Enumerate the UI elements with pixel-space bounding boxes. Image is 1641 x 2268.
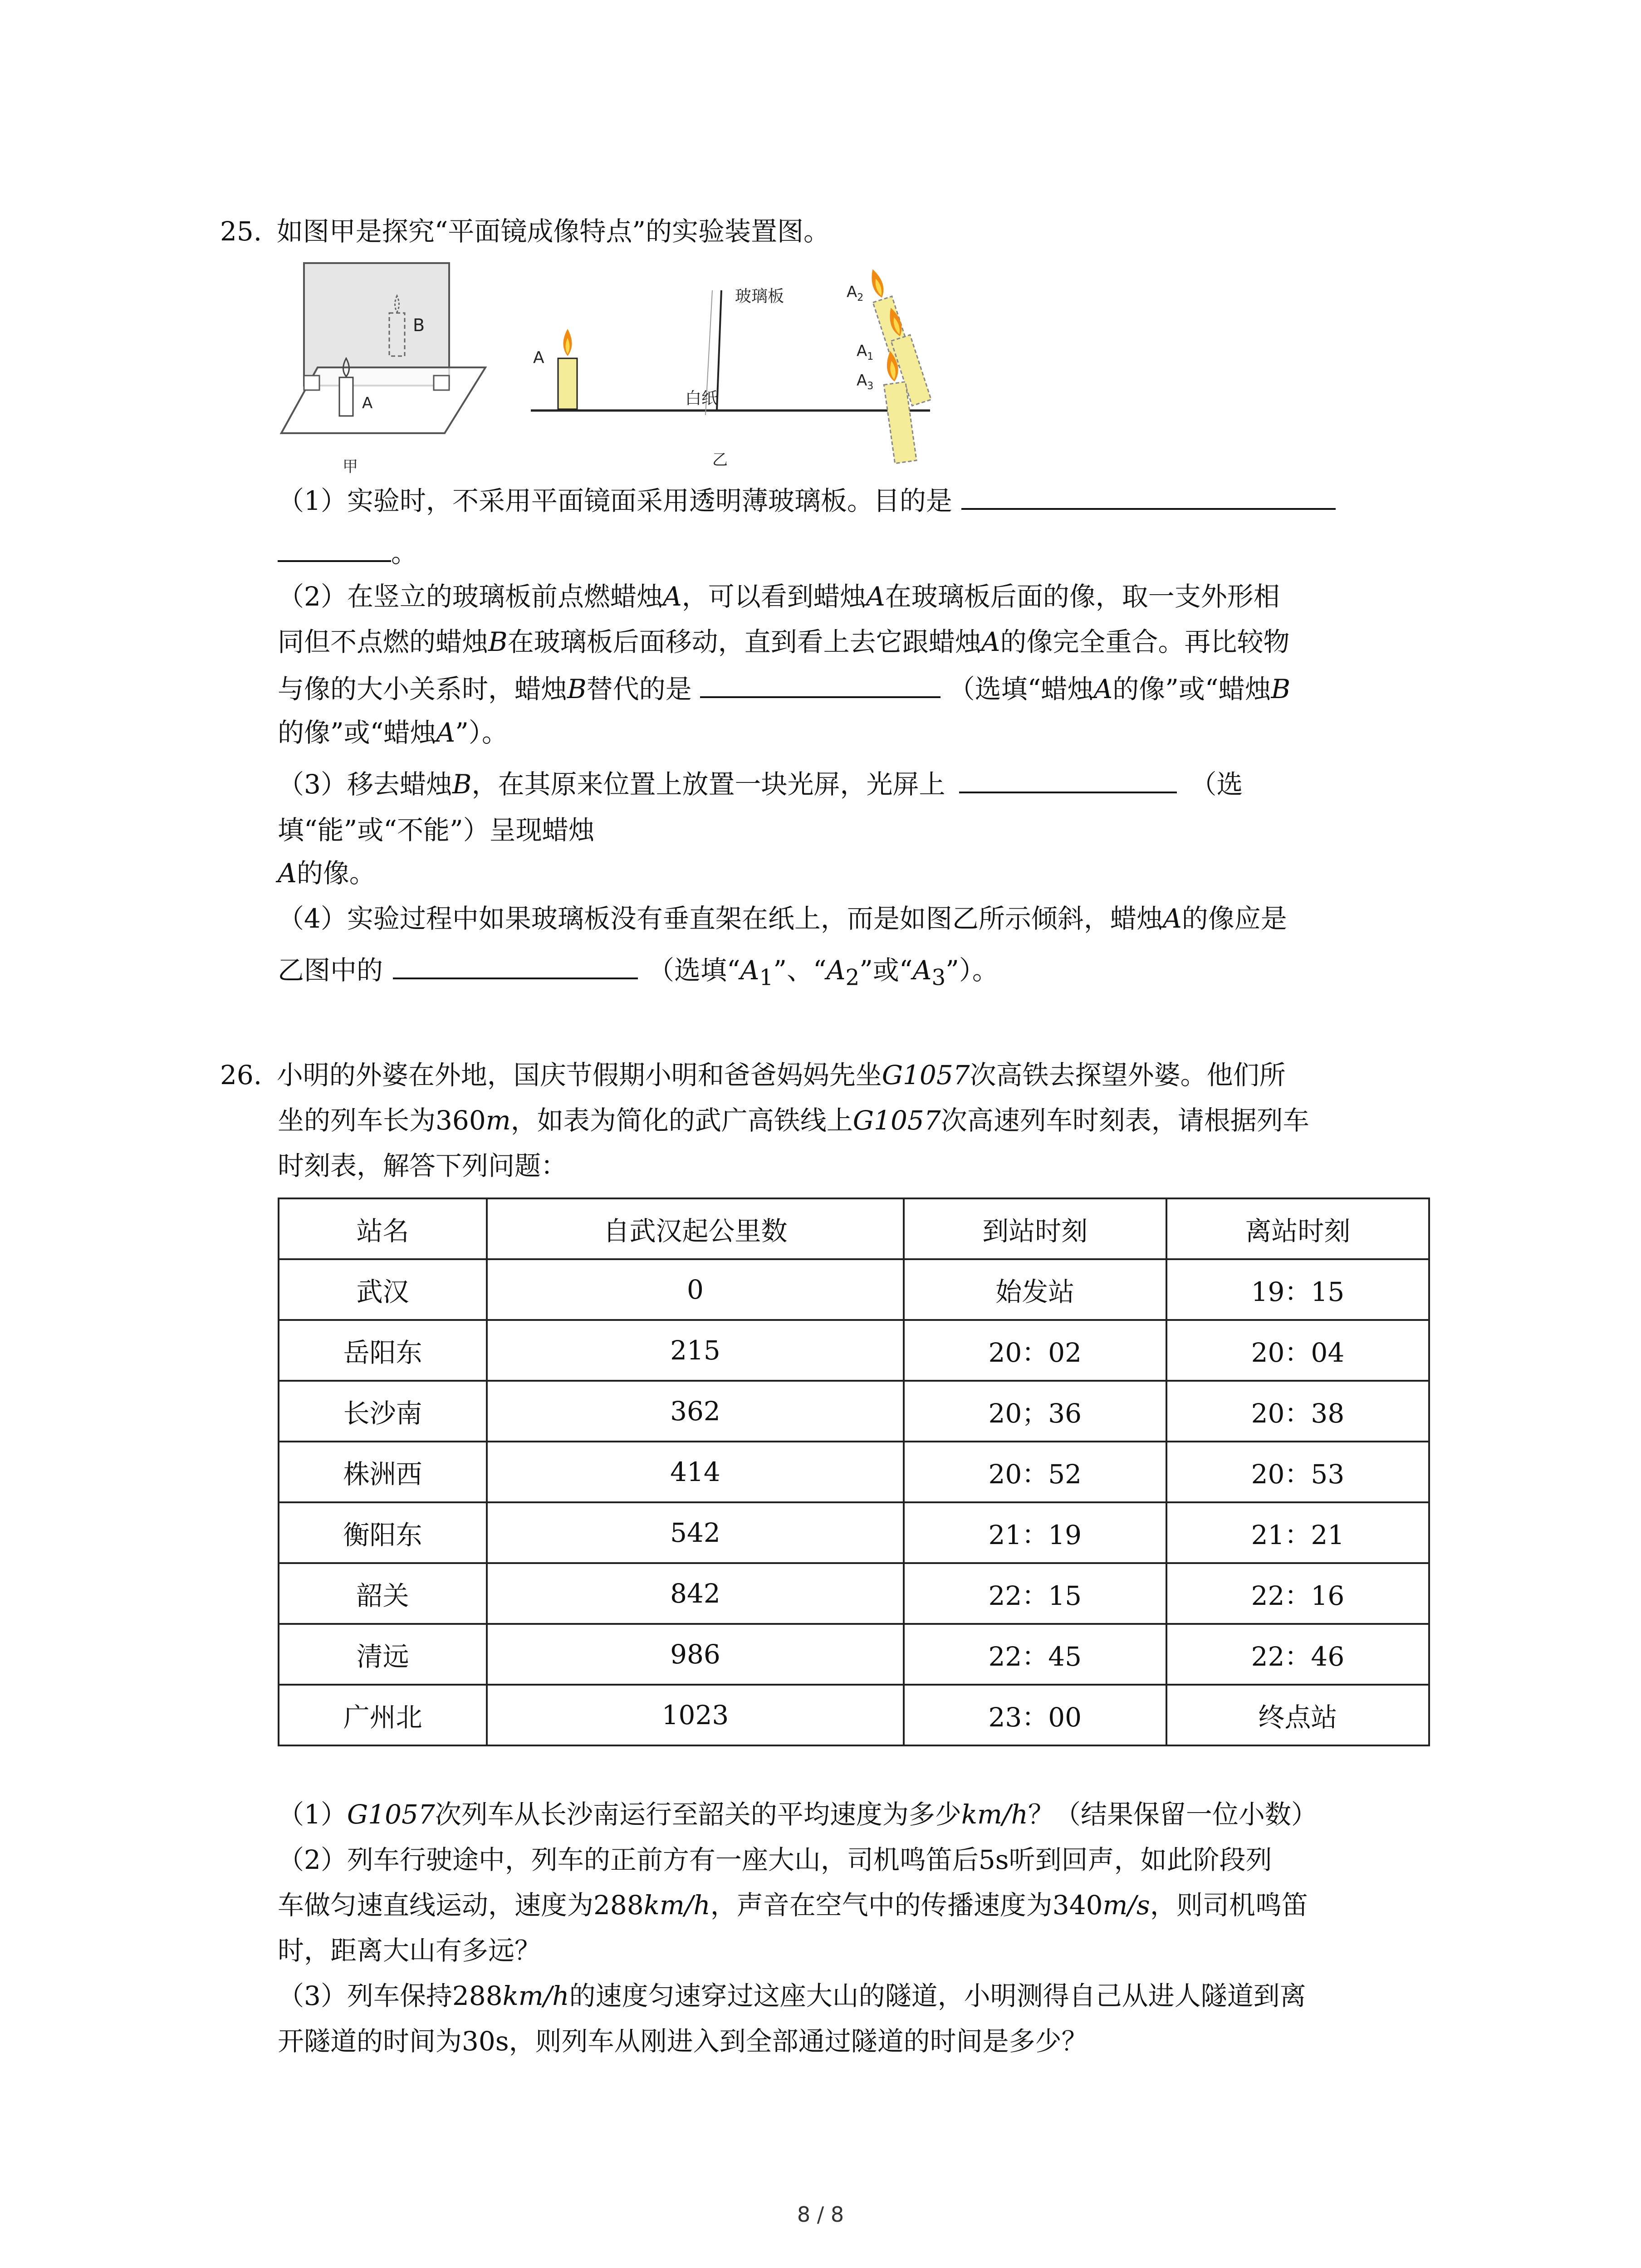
table-row <box>279 1259 1429 1320</box>
header-distance: 自武汉起公里数 <box>487 1198 904 1259</box>
value: 30s <box>462 2026 509 2057</box>
label-a: A <box>362 394 373 412</box>
text: 的像。 <box>296 858 376 889</box>
table-row <box>279 1624 1429 1685</box>
text: 的像”或“蜡烛 <box>278 717 436 748</box>
var-b: B <box>567 674 587 704</box>
text: 在玻璃板后面移动，直到看上去它跟蜡烛 <box>507 626 981 657</box>
var-a: A <box>662 581 682 612</box>
cell: 武汉 <box>279 1259 487 1320</box>
var-a: A <box>740 955 759 986</box>
table-row <box>279 1685 1429 1745</box>
text: （3）列车保持 <box>278 1980 452 2011</box>
q25-part3-line1 <box>278 764 1243 802</box>
var-a: A <box>866 581 885 612</box>
cell: 542 <box>487 1502 904 1563</box>
cell: 1023 <box>487 1685 904 1745</box>
table-row <box>279 1563 1429 1624</box>
q26-line3 <box>278 1148 567 1184</box>
unit: km/h <box>502 1980 569 2011</box>
q25-part2-line1 <box>278 578 1280 615</box>
cell: 215 <box>487 1320 904 1381</box>
text: ”）。 <box>945 955 999 986</box>
cell: 22：15 <box>904 1563 1166 1624</box>
var-b: B <box>1271 674 1291 704</box>
table-row <box>279 1381 1429 1442</box>
value: 5s <box>978 1844 1009 1875</box>
text: ”、“ <box>773 955 827 986</box>
number: 340 <box>1052 1890 1103 1921</box>
cell: 长沙南 <box>279 1381 487 1442</box>
cell: 20：38 <box>1166 1381 1429 1442</box>
cell: 终点站 <box>1166 1685 1429 1745</box>
text: （选 <box>1190 769 1243 800</box>
q25-part4-line1 <box>278 900 1287 937</box>
text: 填“能”或“不能”）呈现蜡烛 <box>278 815 595 846</box>
answer-blank-4[interactable] <box>393 950 638 979</box>
var-a: A <box>1093 674 1113 704</box>
text: ”）。 <box>455 717 508 748</box>
sub: 2 <box>845 965 860 991</box>
question-number: 26. <box>220 1060 262 1090</box>
number: 288 <box>452 1980 503 2011</box>
text: 时，距离大山有多远？ <box>278 1935 541 1966</box>
cell: 衡阳东 <box>279 1502 487 1563</box>
q25-part2-line2 <box>278 624 1290 660</box>
cell: 0 <box>487 1259 904 1320</box>
text: （选填“ <box>648 955 740 986</box>
q26-sub3-line2 <box>278 2023 1088 2059</box>
header-departure: 离站时刻 <box>1166 1198 1429 1259</box>
sub: 1 <box>759 965 774 991</box>
var-a: A <box>278 858 297 889</box>
text: 在玻璃板后面的像，取一支外形相 <box>885 581 1280 612</box>
header-station: 站名 <box>279 1198 487 1259</box>
cell: 20：52 <box>904 1442 1166 1502</box>
cell: 21：21 <box>1166 1502 1429 1563</box>
cell: 始发站 <box>904 1259 1166 1320</box>
question-number: 25. <box>220 216 262 247</box>
text: 同但不点燃的蜡烛 <box>278 626 489 657</box>
part1-end: 。 <box>391 538 418 568</box>
label-a3: $A_3$ <box>857 371 874 392</box>
cell: 986 <box>487 1624 904 1685</box>
text: 次高铁去探望外婆。他们所 <box>970 1060 1286 1090</box>
q25-part4-line2 <box>278 950 999 996</box>
cell: 广州北 <box>279 1685 487 1745</box>
sub: 3 <box>931 965 946 991</box>
answer-blank-3[interactable] <box>959 764 1177 793</box>
label-paper: 白纸 <box>685 389 718 408</box>
cell: 22：45 <box>904 1624 1166 1685</box>
text: ？（结果保留一位小数） <box>1028 1799 1318 1830</box>
page-number: 8 / 8 <box>797 2202 844 2227</box>
var-a: A <box>912 955 932 986</box>
candle-a <box>339 377 353 416</box>
text: ，则列车从刚进入到全部通过隧道的时间是多少？ <box>509 2026 1088 2057</box>
q26-sub3-line1 <box>278 1978 1306 2014</box>
figure-jia <box>277 259 490 476</box>
caption-yi: 乙 <box>712 451 728 469</box>
label-a2: $A_2$ <box>847 283 864 303</box>
question-title: 如图甲是探究“平面镜成像特点”的实验装置图。 <box>276 216 830 247</box>
text: ，如表为简化的武广高铁线上 <box>510 1105 853 1136</box>
text: 听到回声，如此阶段列 <box>1009 1844 1272 1875</box>
text: 的像完全重合。再比较物 <box>1000 626 1290 657</box>
q25-part2-line4 <box>278 714 508 751</box>
train-timetable <box>278 1198 1430 1746</box>
table-header-row <box>279 1198 1429 1259</box>
q26-sub2-line1 <box>278 1842 1272 1878</box>
text: 开隧道的时间为 <box>278 2026 462 2057</box>
q25-part1-line1 <box>278 481 1336 519</box>
cell: 20：04 <box>1166 1320 1429 1381</box>
text: 次列车从长沙南运行至韶关的平均速度为多少 <box>435 1799 961 1830</box>
q26-sub2-line2 <box>278 1887 1308 1923</box>
q26-sub2-line3 <box>278 1932 541 1969</box>
q25-part3-line3 <box>278 855 376 891</box>
text: ，则司机鸣笛 <box>1150 1890 1308 1921</box>
support-block-right <box>434 376 449 390</box>
var-b: B <box>488 626 508 657</box>
cell: 22：46 <box>1166 1624 1429 1685</box>
text: 次高速列车时刻表，请根据列车 <box>941 1105 1309 1136</box>
label-glass: 玻璃板 <box>735 287 784 306</box>
q25-part3-line2 <box>278 812 595 848</box>
text: （4）实验过程中如果玻璃板没有垂直架在纸上，而是如图乙所示倾斜，蜡烛 <box>278 903 1163 934</box>
cell: 20：02 <box>904 1320 1166 1381</box>
text: 与像的大小关系时，蜡烛 <box>278 674 568 704</box>
text: 坐的列车长为 <box>278 1105 436 1136</box>
unit: km/h <box>643 1890 710 1921</box>
text: 的速度匀速穿过这座大山的隧道，小明测得自己从进人隧道到离 <box>569 1980 1306 2011</box>
text: （选填“蜡烛 <box>948 674 1094 704</box>
text: （3）移去蜡烛 <box>278 769 452 800</box>
train-number: G1057 <box>347 1799 435 1830</box>
text: ，声音在空气中的传播速度为 <box>710 1890 1053 1921</box>
text: ”或“ <box>859 955 913 986</box>
text: 车做匀速直线运动，速度为 <box>278 1890 594 1921</box>
text: （2）在竖立的玻璃板前点燃蜡烛 <box>278 581 663 612</box>
part1-text: （1）实验时，不采用平面镜面采用透明薄玻璃板。目的是 <box>278 485 952 516</box>
train-number: G1057 <box>852 1105 941 1136</box>
cell: 842 <box>487 1563 904 1624</box>
var-b: B <box>452 769 472 800</box>
cell: 22：16 <box>1166 1563 1429 1624</box>
cell: 21：19 <box>904 1502 1166 1563</box>
cell: 株洲西 <box>279 1442 487 1502</box>
text: 时刻表，解答下列问题： <box>278 1150 568 1181</box>
header-arrival: 到站时刻 <box>904 1198 1166 1259</box>
answer-blank-1a[interactable] <box>961 481 1336 510</box>
label-b: B <box>413 315 425 335</box>
q26-line1 <box>220 1057 1286 1093</box>
answer-blank-2[interactable] <box>700 669 941 698</box>
var-a: A <box>1162 903 1182 934</box>
cell: 20；36 <box>904 1381 1166 1442</box>
answer-blank-1b[interactable] <box>278 533 391 562</box>
text: ，在其原来位置上放置一块光屏，光屏上 <box>471 769 945 800</box>
label-a: A <box>533 348 544 367</box>
cell: 362 <box>487 1381 904 1442</box>
text: 小明的外婆在外地，国庆节假期小明和爸爸妈妈先坐 <box>276 1060 882 1090</box>
caption-jia: 甲 <box>343 458 358 476</box>
q25-part1-line2 <box>278 533 417 571</box>
text: （2）列车行驶途中，列车的正前方有一座大山，司机鸣笛后 <box>278 1844 979 1875</box>
var-a: A <box>981 626 1000 657</box>
cell: 岳阳东 <box>279 1320 487 1381</box>
table-row <box>279 1502 1429 1563</box>
number: 288 <box>593 1890 644 1921</box>
q26-sub1 <box>278 1796 1318 1833</box>
cell: 414 <box>487 1442 904 1502</box>
var-a: A <box>436 717 456 748</box>
cell: 韶关 <box>279 1563 487 1624</box>
cell: 19：15 <box>1166 1259 1429 1320</box>
number: 360 <box>436 1105 486 1136</box>
table-row <box>279 1442 1429 1502</box>
unit: km/h <box>961 1799 1028 1830</box>
unit: m <box>485 1105 511 1136</box>
table-row <box>279 1320 1429 1381</box>
label-a1: $A_1$ <box>857 342 874 362</box>
q25-part2-line3 <box>278 669 1290 707</box>
text: 替代的是 <box>586 674 692 704</box>
unit: m/s <box>1102 1890 1150 1921</box>
text: （1） <box>278 1799 347 1830</box>
train-number: G1057 <box>882 1060 970 1090</box>
text: 的像应是 <box>1181 903 1287 934</box>
text: ，可以看到蜡烛 <box>681 581 866 612</box>
candle-a <box>558 358 577 409</box>
q26-line2 <box>278 1102 1309 1139</box>
figure-yi <box>526 265 935 469</box>
cell: 23：00 <box>904 1685 1166 1745</box>
text: 的像”或“蜡烛 <box>1112 674 1271 704</box>
var-a: A <box>826 955 846 986</box>
text: 乙图中的 <box>278 955 383 986</box>
q25-title-line <box>220 213 830 249</box>
cell: 20：53 <box>1166 1442 1429 1502</box>
cell: 清远 <box>279 1624 487 1685</box>
support-block-left <box>304 376 319 390</box>
